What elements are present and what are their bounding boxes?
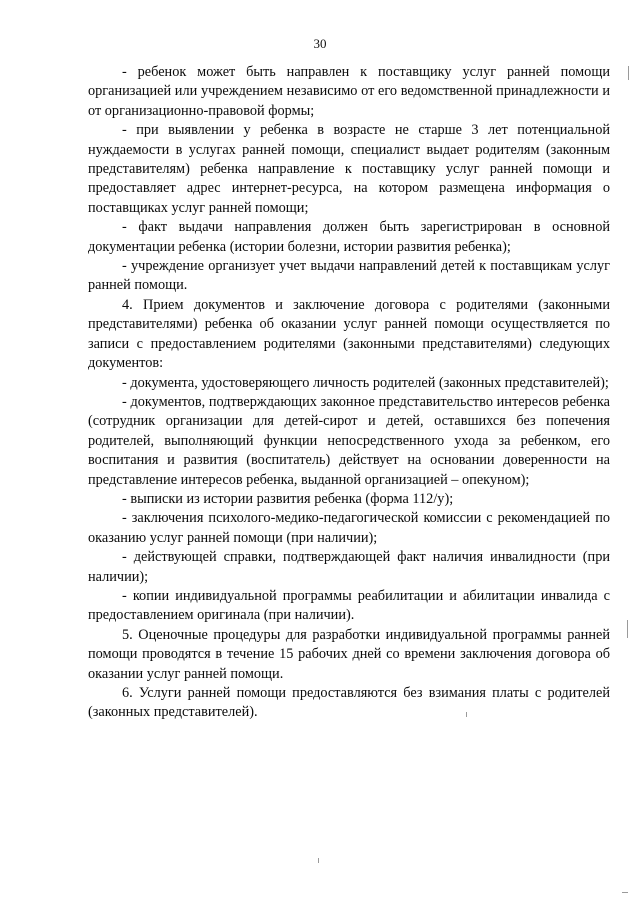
document-body: [88, 63, 610, 723]
paragraph: - факт выдачи направления должен быть зарегистрирован в основной документации ребенка (истории болезни, истории развития ребенка);: [88, 219, 610, 255]
paragraph: - копии индивидуальной программы реабилитации и абилитации инвалида с предоставлением оригинала (при наличии).: [88, 587, 610, 624]
paragraph: - заключения психолого-медико-педагогической комиссии с рекомендацией по оказанию услуг ранней помощи (при наличии);: [88, 510, 610, 546]
paragraph: - документов, подтверждающих законное представительство интересов ребенка (сотрудник организации для детей-сирот и детей, оставшихся без попечения родителей, выполняющий функции непосредственного ухода за ребенком, его воспитания и развития (воспитатель) действует на основании доверенности на представление интересов ребенка, выданной организацией – опекуном);: [88, 393, 610, 488]
page-number: 30: [313, 36, 327, 51]
paragraph: 5. Оценочные процедуры для разработки индивидуальной программы ранней помощи проводятся в течение 15 рабочих дней со времени заключения договора об оказании услуг ранней помощи.: [88, 626, 610, 682]
paragraph: - учреждение организует учет выдачи направлений детей к поставщикам услуг ранней помощи.: [88, 258, 610, 294]
paragraph: 6. Услуги ранней помощи предоставляются без взимания платы с родителей (законных представителей).: [88, 685, 610, 721]
paragraph: 4. Прием документов и заключение договора с родителями (законными представителями) ребенка об оказании услуг ранней помощи осуществляется по записи с предоставлением родителями (законными представителями) следующих документов:: [88, 296, 610, 372]
scan-mark: [318, 858, 319, 863]
paragraph: - документа, удостоверяющего личность родителей (законных представителей);: [122, 374, 609, 391]
paragraph: - действующей справки, подтверждающей факт наличия инвалидности (при наличии);: [88, 549, 610, 585]
scan-mark: [622, 892, 628, 893]
scan-mark: [466, 712, 467, 717]
scan-mark: [628, 66, 629, 80]
paragraph: - при выявлении у ребенка в возрасте не старше 3 лет потенциальной нуждаемости в услугах ранней помощи, специалист выдает родителям (законным представителям) ребенка направление к поставщику услуг ранней помощи и предоставляет адрес интернет-ресурса, на котором размещена информация о поставщиках услуг ранней помощи;: [88, 122, 610, 216]
scan-mark: [627, 620, 628, 638]
paragraph: - ребенок может быть направлен к поставщику услуг ранней помощи организацией или учреждением независимо от его ведомственной принадлежности и от организационно-правовой формы;: [88, 64, 610, 119]
paragraph: - выписки из истории развития ребенка (форма 112/у);: [122, 490, 454, 507]
